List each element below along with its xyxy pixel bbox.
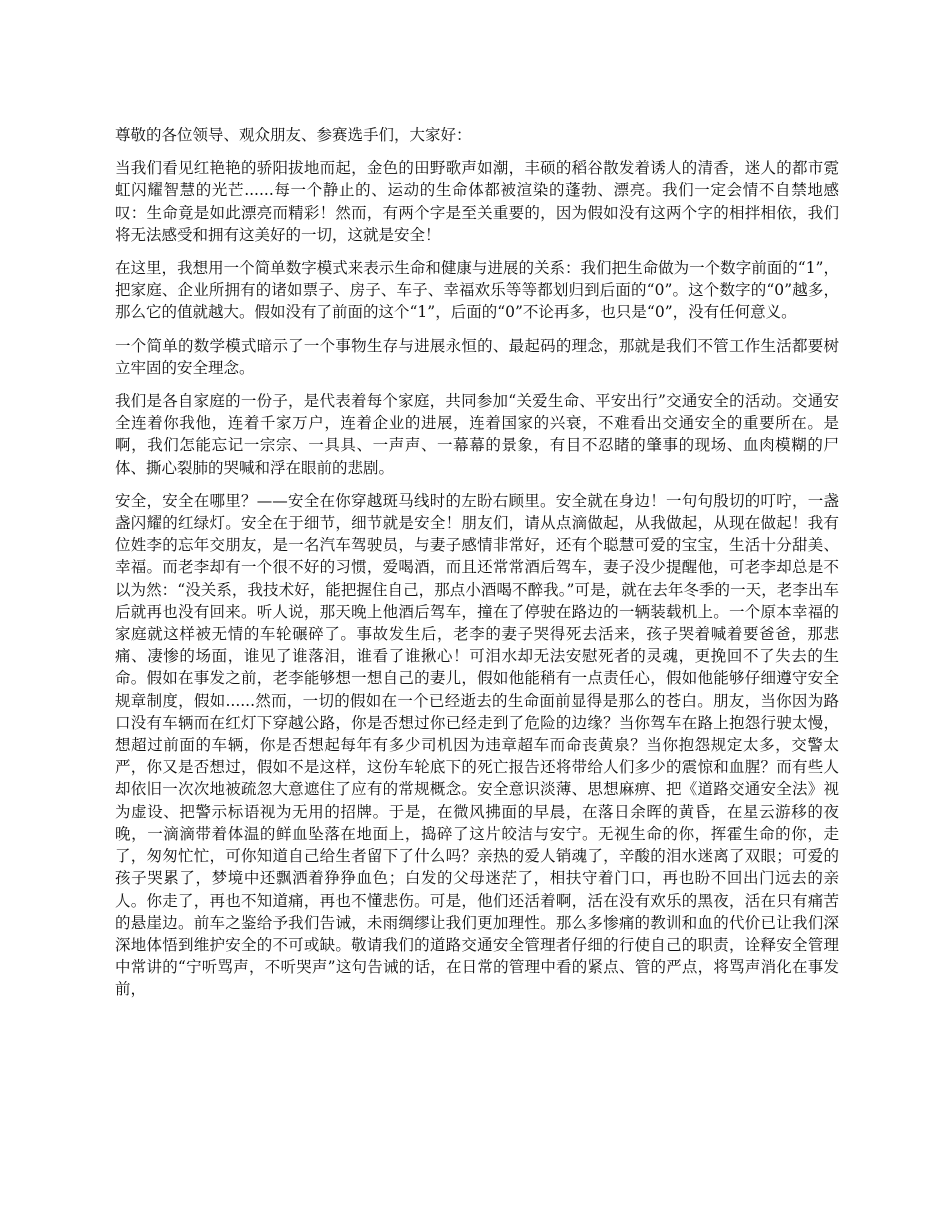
intro-paragraph: 当我们看见红艳艳的骄阳拔地而起，金色的田野歌声如潮，丰硕的稻谷散发着诱人的清香，迷人的都市霓虹闪耀智慧的光芒......每一个静止的、运动的生命体都被渲染的蓬勃、漂亮。我们一定会情不自禁地感叹：生命竟是如此漂亮而精彩！然而，有两个字是至关重要的，因为假如没有这两个字的相拌相依，我们将无法感受和拥有这美好的一切，这就是安全！ (115, 159, 839, 244)
number-model-paragraph: 在这里，我想用一个简单数字模式来表示生命和健康与进展的关系：我们把生命做为一个数字前面的“1”，把家庭、企业所拥有的诸如票子、房子、车子、幸福欢乐等等都划归到后面的“0”。这个数字的“0”越多，那么它的值就越大。假如没有了前面的这个“1”，后面的“0”不论再多，也只是“0”，没有任何意义。 (115, 259, 839, 322)
document-page (115, 124, 839, 1012)
safety-concept-paragraph: 一个简单的数学模式暗示了一个事物生存与进展永恒的、最起码的理念，那就是我们不管工作生活都要树立牢固的安全理念。 (115, 336, 839, 377)
salutation-paragraph: 尊敬的各位领导、观众朋友、参赛选手们，大家好： (115, 126, 472, 144)
family-paragraph: 我们是各自家庭的一份子，是代表着每个家庭，共同参加“关爱生命、平安出行”交通安全的活动。交通安全连着你我他，连着千家万户，连着企业的进展，连着国家的兴衰，不难看出交通安全的重要所在。是啊，我们怎能忘记一宗宗、一具具、一声声、一幕幕的景象，有目不忍睹的肇事的现场、血肉模糊的尸体、撕心裂肺的哭喊和浮在眼前的悲剧。 (115, 392, 839, 477)
story-paragraph: 安全，安全在哪里？——安全在你穿越斑马线时的左盼右顾里。安全就在身边！一句句殷切的叮咛，一盏盏闪耀的红绿灯。安全在于细节，细节就是安全！朋友们，请从点滴做起，从我做起，从现在做起！我有位姓李的忘年交朋友，是一名汽车驾驶员，与妻子感情非常好，还有个聪慧可爱的宝宝，生活十分甜美、幸福。而老李却有一个很不好的习惯，爱喝酒，而且还常常酒后驾车，妻子没少提醒他，可老李却总是不以为然：“没关系，我技术好，能把握住自己，那点小酒喝不醉我。”可是，就在去年冬季的一天，老李出车后就再也没有回来。听人说，那天晚上他酒后驾车，撞在了停驶在路边的一辆装载机上。一个原本幸福的家庭就这样被无情的车轮碾碎了。事故发生后，老李的妻子哭得死去活来，孩子哭着喊着要爸爸，那悲痛、凄惨的场面，谁见了谁落泪，谁看了谁揪心！可泪水却无法安慰死者的灵魂，更挽回不了失去的生命。假如在事发之前，老李能够想一想自己的妻儿，假如他能稍有一点责任心，假如他能够仔细遵守安全规章制度，假如......然而，一切的假如在一个已经逝去的生命面前显得是那么的苍白。朋友，当你因为路口没有车辆而在红灯下穿越公路，你是否想过你已经走到了危险的边缘？当你驾车在路上抱怨行驶太慢，想超过前面的车辆，你是否想起每年有多少司机因为违章超车而命丧黄泉？当你抱怨规定太多，交警太严，你又是否想过，假如不是这样，这份车轮底下的死亡报告还将带给人们多少的震惊和血腥？而有些人却依旧一次次地被疏忽大意遮住了应有的常规概念。安全意识淡薄、思想麻痹、把《道路交通安全法》视为虚设、把警示标语视为无用的招牌。于是，在微风拂面的早晨，在落日余晖的黄昏，在星云游移的夜晚，一滴滴带着体温的鲜血坠落在地面上，捣碎了这片皎洁与安宁。无视生命的你，挥霍生命的你，走了，匆匆忙忙，可你知道自己给生者留下了什么吗？亲热的爱人销魂了，辛酸的泪水迷离了双眼；可爱的孩子哭累了，梦境中还飘洒着狰狰血色；白发的父母迷茫了，相扶守着门口，再也盼不回出门远去的亲人。你走了，再也不知道痛，再也不懂悲伤。可是，他们还活着啊，活在没有欢乐的黑夜，活在只有痛苦的悬崖边。前车之鉴给予我们告诫，未雨绸缪让我们更加理性。那么多惨痛的教训和血的代价已让我们深深地体悟到维护安全的不可或缺。敬请我们的道路交通安全管理者仔细的行使自己的职责，诠释安全管理中常讲的“宁听骂声，不听哭声”这句告诫的话，在日常的管理中看的紧点、管的严点，将骂声消化在事发前， (115, 491, 839, 999)
